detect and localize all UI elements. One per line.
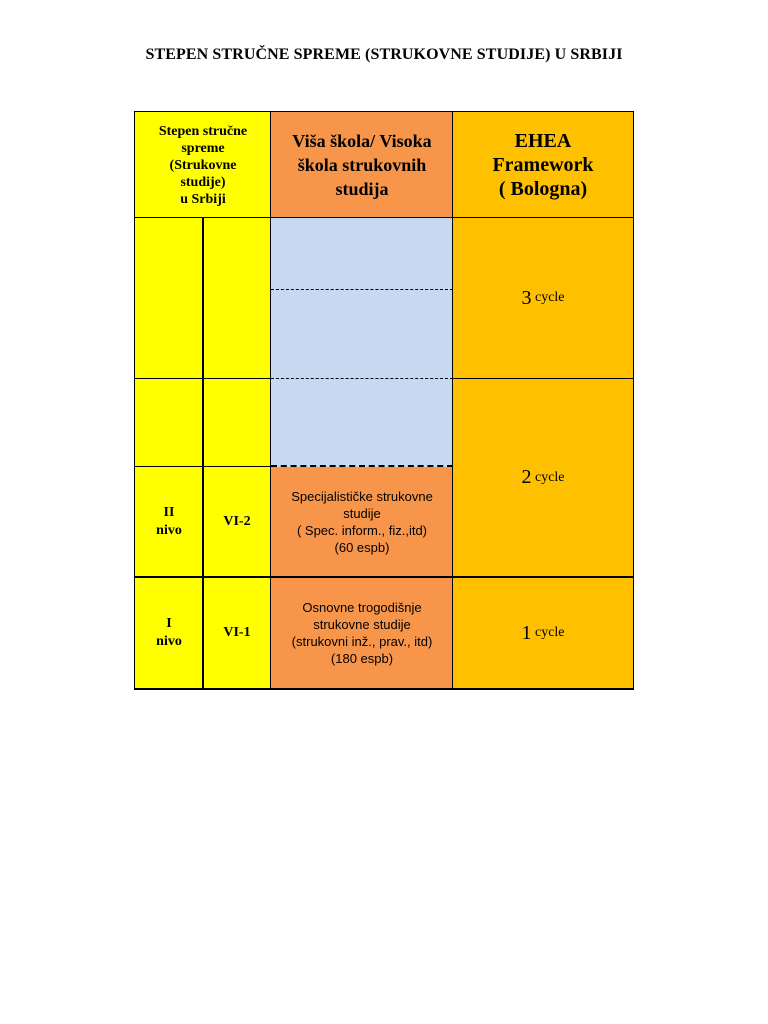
header-ehea-line-2: Framework	[492, 154, 594, 176]
row-line-blue-467	[271, 465, 453, 467]
dashed-divider-lower	[271, 378, 453, 379]
basic-studies-cell	[271, 577, 453, 689]
cycle-2-number: 2	[521, 466, 532, 488]
col-divider-1	[202, 218, 204, 689]
row-line-577	[134, 576, 634, 578]
row-line-yellow-378	[134, 378, 271, 379]
header-degree-line-3: (Strukovne	[169, 157, 237, 173]
header-school-line-2: škola strukovnih	[297, 155, 427, 175]
level-1-word: nivo	[156, 634, 182, 649]
specialist-line-4: (60 espb)	[334, 540, 390, 555]
cycle-2-cell	[453, 378, 633, 577]
header-degree-level	[135, 112, 271, 218]
cycle-1-label: cycle	[534, 625, 565, 640]
border-left	[134, 111, 135, 690]
cycle-1-number: 1	[521, 621, 532, 644]
specialist-studies-cell	[271, 467, 453, 577]
document-title: STEPEN STRUČNE SPREME (STRUKOVNE STUDIJE) U SRBIJI	[145, 46, 623, 63]
header-degree-line-1: Stepen stručne	[158, 123, 248, 139]
border-bottom	[134, 688, 634, 690]
header-higher-school	[271, 112, 453, 218]
header-ehea-framework	[453, 112, 633, 218]
cycle-3-cell	[453, 218, 633, 378]
dashed-divider-upper	[271, 289, 453, 290]
basic-line-3: (strukovni inž., prav., itd)	[291, 634, 433, 649]
cycle-3-label: cycle	[534, 290, 565, 305]
col-divider-3	[452, 111, 453, 690]
specialist-line-1: Specijalističke strukovne	[291, 489, 433, 504]
blue-empty-area	[271, 218, 453, 467]
level-1-roman: I	[166, 616, 172, 631]
level-1-code	[203, 577, 271, 689]
specialist-line-2: studije	[343, 506, 381, 521]
border-top	[134, 111, 634, 112]
basic-line-4: (180 espb)	[330, 651, 394, 666]
level-2-word: nivo	[156, 523, 182, 538]
header-degree-line-4: studije)	[180, 174, 226, 190]
cycle-3-number: 3	[521, 286, 532, 309]
level-2-nivo	[135, 467, 203, 577]
basic-line-1: Osnovne trogodišnje	[302, 600, 422, 615]
header-ehea-line-1: EHEA	[514, 130, 572, 152]
col-divider-2	[270, 111, 271, 690]
header-school-line-3: studija	[335, 179, 389, 199]
level-1-code-text: VI-1	[223, 625, 251, 640]
header-school-line-1: Viša škola/ Visoka	[292, 131, 432, 151]
basic-line-2: strukovne studije	[313, 617, 411, 632]
header-ehea-line-3: ( Bologna)	[498, 178, 588, 200]
level-2-code-text: VI-2	[223, 514, 251, 529]
level-2-code	[203, 467, 271, 577]
header-divider	[134, 217, 634, 218]
row-line-orange-378	[453, 378, 634, 379]
border-right	[633, 111, 634, 690]
specialist-line-3: ( Spec. inform., fiz.,itd)	[296, 523, 428, 538]
header-degree-line-2: spreme	[181, 140, 225, 156]
row-line-yellow-467	[134, 466, 271, 467]
cycle-2-label: cycle	[534, 469, 565, 485]
cycle-1-cell	[453, 577, 633, 689]
level-2-roman: II	[163, 505, 175, 520]
header-degree-line-5: u Srbiji	[180, 191, 226, 207]
level-1-nivo	[135, 577, 203, 689]
